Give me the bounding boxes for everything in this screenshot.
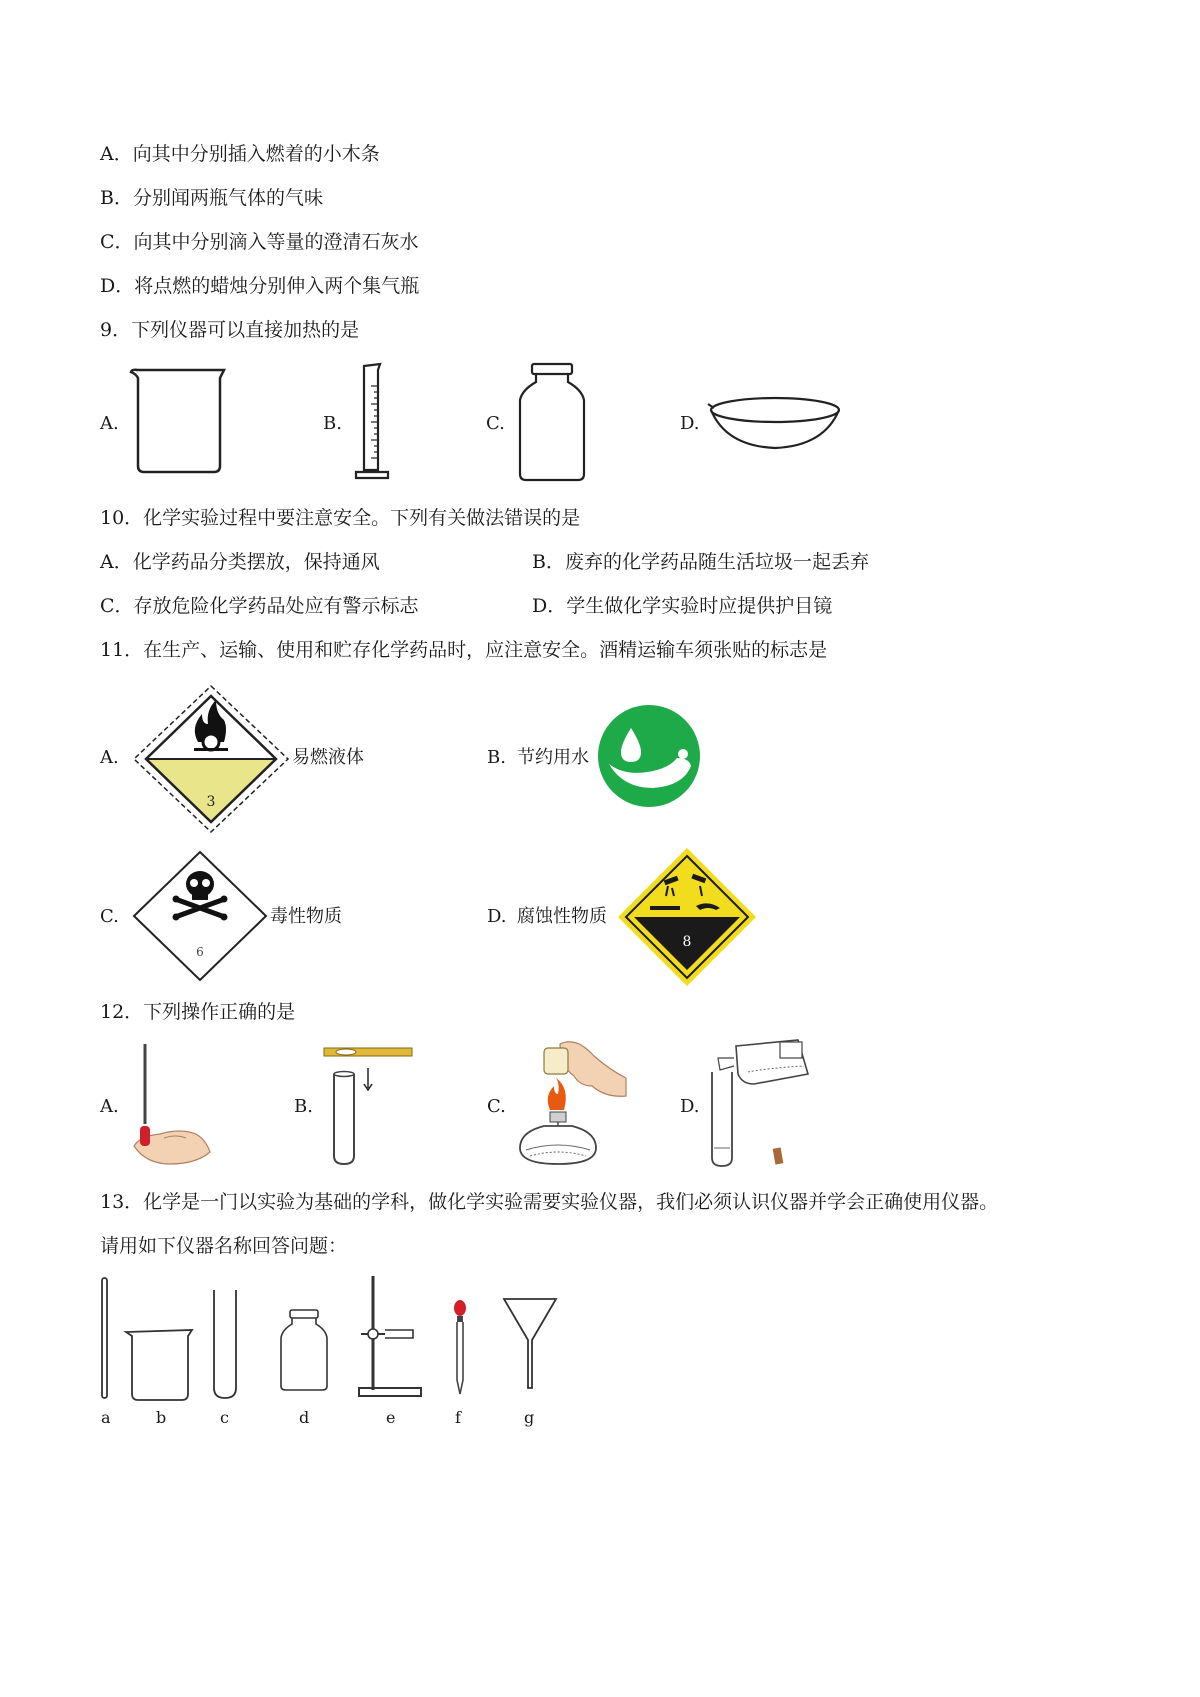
- q9-label-d: D.: [680, 413, 700, 434]
- q11-stem: 11．在生产、运输、使用和贮存化学药品时，应注意安全。酒精运输车须张贴的标志是: [100, 639, 828, 661]
- test-tube-holder-icon: [322, 1044, 414, 1166]
- q13-stem-line1: 13．化学是一门以实验为基础的学科，做化学实验需要实验仪器，我们必须认识仪器并学会正确使用仪器。: [100, 1191, 999, 1213]
- q8-option-b: B．分别闻两瓶气体的气味: [100, 187, 323, 209]
- q13-label-c: c: [220, 1408, 229, 1427]
- q13-label-g: g: [524, 1408, 535, 1427]
- q8-option-c: C．向其中分别滴入等量的澄清石灰水: [100, 231, 419, 253]
- toxic-sign-number: 6: [196, 945, 204, 959]
- q9-label-b: B.: [323, 413, 342, 434]
- q9-label-a: A.: [100, 413, 119, 434]
- toxic-substance-sign-icon: [132, 850, 268, 982]
- q11-label-b: B.: [487, 747, 506, 768]
- beaker-icon: [124, 1328, 196, 1402]
- glass-rod-icon: [99, 1276, 111, 1402]
- q12-label-c: C.: [487, 1096, 506, 1117]
- q11-label-c: C.: [100, 906, 119, 927]
- flammable-sign-number: 3: [206, 794, 216, 810]
- dropper-icon: [449, 1298, 471, 1396]
- funnel-icon: [502, 1296, 558, 1392]
- reagent-bottle-icon: [516, 362, 588, 484]
- corrosive-sign-number: 8: [682, 934, 692, 950]
- q11-caption-b: 节约用水: [517, 747, 589, 768]
- q11-caption-d: 腐蚀性物质: [517, 906, 607, 927]
- q11-label-d: D.: [487, 906, 507, 927]
- q11-caption-a: 易燃液体: [292, 747, 364, 768]
- water-saving-sign-icon: [597, 704, 701, 808]
- corrosive-substance-sign-icon: [616, 846, 758, 988]
- q9-label-c: C.: [486, 413, 505, 434]
- q12-label-d: D.: [680, 1096, 700, 1117]
- evaporating-dish-icon: [706, 394, 844, 452]
- q11-label-a: A.: [100, 747, 119, 768]
- graduated-cylinder-icon: [352, 362, 392, 484]
- alcohol-lamp-lighting-icon: [514, 1036, 630, 1172]
- q10-stem: 10．化学实验过程中要注意安全。下列有关做法错误的是: [100, 507, 581, 529]
- pouring-liquid-icon: [708, 1038, 812, 1170]
- q13-label-e: e: [386, 1408, 396, 1427]
- dropper-on-palm-icon: [130, 1042, 212, 1168]
- q13-label-b: b: [156, 1408, 167, 1427]
- q11-caption-c: 毒性物质: [270, 906, 342, 927]
- q13-label-a: a: [101, 1408, 111, 1427]
- q13-stem-line2: 请用如下仪器名称回答问题：: [100, 1235, 348, 1257]
- flammable-liquid-sign-icon: [132, 684, 290, 834]
- q12-stem: 12．下列操作正确的是: [100, 1001, 296, 1023]
- q10-option-b: B．废弃的化学药品随生活垃圾一起丢弃: [532, 551, 869, 573]
- beaker-icon: [128, 366, 228, 478]
- q13-label-f: f: [455, 1408, 461, 1427]
- q12-label-a: A.: [100, 1096, 119, 1117]
- q13-label-d: d: [299, 1408, 310, 1427]
- iron-stand-icon: [355, 1274, 423, 1400]
- q12-label-b: B.: [294, 1096, 313, 1117]
- q10-option-d: D．学生做化学实验时应提供护目镜: [532, 595, 833, 617]
- reagent-bottle-icon: [278, 1308, 330, 1392]
- q8-option-a: A．向其中分别插入燃着的小木条: [100, 143, 380, 165]
- test-tube-icon: [210, 1288, 240, 1402]
- q10-option-c: C．存放危险化学药品处应有警示标志: [100, 595, 419, 617]
- q9-stem: 9．下列仪器可以直接加热的是: [100, 319, 360, 341]
- q8-option-d: D．将点燃的蜡烛分别伸入两个集气瓶: [100, 275, 420, 297]
- q10-option-a: A．化学药品分类摆放，保持通风: [100, 551, 380, 573]
